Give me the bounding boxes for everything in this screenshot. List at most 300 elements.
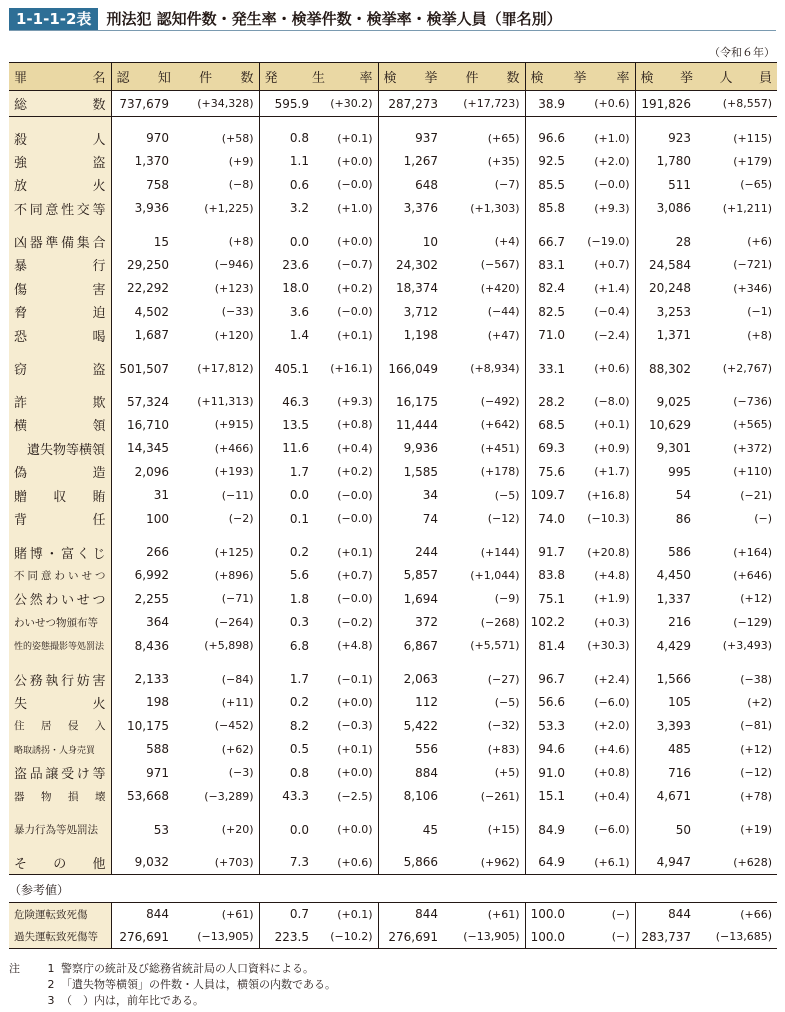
crime-name: 不 同 意 わ い せ つ (14, 569, 106, 582)
footnote (9, 977, 336, 993)
footnote-number: 3 (47, 994, 55, 1007)
change-cell: (+0.4) (337, 441, 373, 455)
reference-label: （参考値） (9, 883, 70, 897)
change-cell: (+4.8) (337, 639, 373, 653)
change-cell: (−268) (480, 615, 520, 629)
change-cell: (+193) (214, 465, 254, 479)
change-cell: (−84) (221, 672, 254, 686)
table-row (9, 808, 777, 841)
table-row (9, 347, 777, 380)
change-cell: (−0.0) (337, 488, 373, 502)
value-cell: 50 (635, 808, 695, 841)
crime-name: 凶 器 準 備 集 合 (14, 236, 106, 251)
change-cell: (−2) (228, 512, 254, 526)
table-title: 刑法犯 認知件数・発生率・検挙件数・検挙率・検挙人員（罪名別） (106, 10, 562, 28)
crime-name-cell (9, 841, 111, 874)
change-cell: (−65) (740, 178, 773, 192)
value-cell: 0.2 (259, 691, 313, 715)
change-cell: (−44) (487, 305, 520, 319)
change-cell: (+0.2) (337, 281, 373, 295)
change-cell: (+0.4) (594, 789, 630, 803)
crime-name: 過失運転致死傷等 (14, 931, 98, 944)
change-cell: (+0.1) (337, 328, 373, 342)
change-cell: (+0.1) (313, 903, 378, 926)
change-cell: (−38) (740, 672, 773, 686)
change-cell: (+115) (733, 131, 773, 145)
change-cell: (−13,905) (173, 926, 259, 949)
table-row (9, 785, 777, 809)
value-cell: 31 (111, 484, 173, 508)
change-cell: (−0.0) (337, 512, 373, 526)
crime-name: わいせつ物頒布等 (14, 616, 98, 629)
change-cell: (+19) (740, 823, 773, 836)
change-cell: (+1.0) (337, 201, 373, 215)
value-cell: 83.8 (525, 564, 569, 588)
footnote-text: 警察庁の統計及び総務省統計局の人口資料による。 (61, 962, 314, 975)
change-cell: (−6.0) (594, 823, 630, 836)
crime-name-cell (9, 714, 111, 738)
value-cell: 6,867 (378, 634, 442, 658)
value-cell: 923 (635, 117, 695, 150)
crime-name: 不 同 意 性 交 等 (14, 202, 106, 218)
column-header (259, 63, 378, 91)
column-header-char: 率 (359, 71, 373, 86)
change-cell: (+0.0) (337, 235, 373, 248)
value-cell: 0.0 (259, 808, 313, 841)
crime-name-cell (9, 507, 111, 531)
footnote-text: 「遺失物等横領」の件数・人員は，横領の内数である。 (61, 978, 336, 991)
value-cell: 16,710 (111, 413, 173, 437)
crime-name-cell (9, 277, 111, 301)
value-cell: 1,566 (635, 658, 695, 691)
table-row (9, 173, 777, 197)
change-cell: (−12) (740, 766, 773, 780)
value-cell: 9,025 (635, 380, 695, 413)
value-cell: 75.1 (525, 587, 569, 611)
value-cell: 6,992 (111, 564, 173, 588)
value-cell: 364 (111, 611, 173, 635)
change-cell: (+565) (733, 418, 773, 432)
value-cell: 64.9 (525, 841, 569, 874)
value-cell: 0.7 (259, 903, 313, 926)
value-cell: 1,267 (378, 150, 442, 174)
value-cell: 1.4 (259, 324, 313, 348)
value-cell: 198 (111, 691, 173, 715)
crime-name-cell (9, 903, 111, 926)
crime-name: 背 任 (14, 513, 106, 529)
change-cell: (+915) (214, 418, 254, 432)
value-cell: 1,585 (378, 460, 442, 484)
change-cell: (+20) (221, 823, 254, 836)
table-row (9, 507, 777, 531)
column-header-char: 件 (465, 71, 479, 86)
value-cell: 501,507 (111, 347, 173, 380)
value-cell: 3.6 (259, 300, 313, 324)
value-cell: 588 (111, 738, 173, 762)
change-cell: (−0.0) (594, 178, 630, 192)
table-row (9, 738, 777, 762)
column-header-char: 員 (758, 71, 772, 86)
change-cell: (+962) (442, 841, 525, 874)
value-cell: 3.2 (259, 197, 313, 221)
value-cell: 112 (378, 691, 442, 715)
change-cell: (+178) (480, 465, 520, 479)
value-cell: 83.1 (525, 253, 569, 277)
column-header-char: 知 (157, 71, 171, 86)
change-cell: (−) (754, 512, 773, 526)
value-cell: 2,063 (378, 658, 442, 691)
change-cell: (−13,685) (695, 926, 777, 949)
value-cell: 844 (378, 903, 442, 926)
change-cell: (+0.1) (337, 131, 373, 145)
change-cell: (+11,313) (197, 395, 254, 408)
change-cell: (−0.0) (337, 305, 373, 319)
column-header (9, 63, 111, 91)
value-cell: 1.7 (259, 460, 313, 484)
crime-name: 住 居 侵 入 (14, 720, 106, 733)
value-cell: 29,250 (111, 253, 173, 277)
crime-name-cell (9, 324, 111, 348)
change-cell: (−2.5) (337, 789, 373, 803)
change-cell: (−0.0) (337, 178, 373, 192)
reference-body (9, 903, 777, 949)
value-cell: 28.2 (525, 380, 569, 413)
change-cell: (−12) (487, 512, 520, 526)
change-cell: (+15) (487, 823, 520, 836)
change-cell: (+6.1) (569, 841, 635, 874)
footnote-text: （ ）内は，前年比である。 (61, 994, 204, 1007)
value-cell: 10,175 (111, 714, 173, 738)
change-cell: (−736) (733, 395, 773, 408)
crime-name-cell (9, 738, 111, 762)
value-cell: 216 (635, 611, 695, 635)
change-cell: (+1.0) (594, 131, 630, 145)
value-cell: 53,668 (111, 785, 173, 809)
value-cell: 8,436 (111, 634, 173, 658)
change-cell: (+896) (214, 568, 254, 582)
value-cell: 28 (635, 220, 695, 253)
change-cell: (+0.6) (594, 362, 630, 375)
crime-name-cell (9, 173, 111, 197)
change-cell: (+466) (214, 441, 254, 455)
value-cell: 0.3 (259, 611, 313, 635)
change-cell: (+17,723) (442, 91, 525, 117)
value-cell: 66.7 (525, 220, 569, 253)
value-cell: 20,248 (635, 277, 695, 301)
change-cell: (+4) (494, 235, 520, 248)
table-row (9, 634, 777, 658)
value-cell: 191,826 (635, 91, 695, 117)
change-cell: (+12) (740, 592, 773, 606)
value-cell: 5.6 (259, 564, 313, 588)
value-cell: 10 (378, 220, 442, 253)
change-cell: (−129) (733, 615, 773, 629)
value-cell: 758 (111, 173, 173, 197)
value-cell: 3,393 (635, 714, 695, 738)
change-cell: (−0.7) (337, 258, 373, 272)
change-cell: (+642) (480, 418, 520, 432)
value-cell: 7.3 (259, 841, 313, 874)
change-cell: (−7) (494, 178, 520, 192)
change-cell: (−0.1) (337, 672, 373, 686)
change-cell: (+17,812) (197, 362, 254, 375)
change-cell: (−8) (228, 178, 254, 192)
change-cell: (+8,934) (470, 362, 520, 375)
change-cell: (−264) (214, 615, 254, 629)
change-cell: (−8.0) (594, 395, 630, 408)
change-cell: (−0.3) (337, 719, 373, 733)
change-cell: (−6.0) (594, 695, 630, 709)
value-cell: 9,301 (635, 437, 695, 461)
change-cell: (+5,898) (204, 639, 254, 653)
change-cell: (+1.9) (594, 592, 630, 606)
change-cell: (+1,044) (470, 568, 520, 582)
value-cell: 68.5 (525, 413, 569, 437)
value-cell: 3,376 (378, 197, 442, 221)
value-cell: 1,371 (635, 324, 695, 348)
change-cell: (−13,905) (442, 926, 525, 949)
column-header-char: 率 (616, 71, 630, 86)
table-row (9, 380, 777, 413)
value-cell: 16,175 (378, 380, 442, 413)
crime-name: 脅 迫 (14, 306, 106, 322)
change-cell: (+4.8) (594, 568, 630, 582)
crime-name: 公 然 わ い せ つ (14, 593, 106, 609)
value-cell: 648 (378, 173, 442, 197)
value-cell: 1,694 (378, 587, 442, 611)
change-cell: (+2,767) (722, 362, 773, 375)
crime-name-cell (9, 808, 111, 841)
value-cell: 46.3 (259, 380, 313, 413)
crime-name-cell (9, 611, 111, 635)
change-cell: (+1,211) (722, 201, 773, 215)
change-cell: (+58) (221, 131, 254, 145)
value-cell: 38.9 (525, 91, 569, 117)
change-cell: (−492) (480, 395, 520, 408)
column-header-char: 検 (530, 71, 544, 86)
table-row (9, 253, 777, 277)
value-cell: 15.1 (525, 785, 569, 809)
crime-name-cell (9, 785, 111, 809)
crime-name: 詐 欺 (14, 396, 106, 411)
change-cell: (+120) (214, 328, 254, 342)
crime-name: 贈 収 賄 (14, 489, 106, 505)
change-cell: (−27) (487, 672, 520, 686)
value-cell: 1,780 (635, 150, 695, 174)
value-cell: 11.6 (259, 437, 313, 461)
value-cell: 84.9 (525, 808, 569, 841)
change-cell: (+34,328) (173, 91, 259, 117)
value-cell: 0.8 (259, 761, 313, 785)
footnote (9, 961, 336, 977)
column-header-row (9, 63, 777, 91)
table-row (9, 150, 777, 174)
value-cell: 266 (111, 531, 173, 564)
table-row (9, 691, 777, 715)
value-cell: 276,691 (378, 926, 442, 949)
value-cell: 69.3 (525, 437, 569, 461)
value-cell: 0.6 (259, 173, 313, 197)
change-cell: (+35) (487, 154, 520, 168)
value-cell: 2,133 (111, 658, 173, 691)
crime-name: 殺 人 (14, 132, 106, 148)
value-cell: 276,691 (111, 926, 173, 949)
table-row (9, 587, 777, 611)
column-header-char: 件 (199, 71, 213, 86)
footnote-number: 2 (47, 978, 55, 991)
column-header-char: 発 (264, 71, 278, 86)
change-cell: (−32) (487, 719, 520, 733)
change-cell: (+2.0) (594, 719, 630, 733)
column-header-char: 挙 (424, 71, 438, 86)
crime-statistics-table (9, 62, 777, 875)
value-cell: 102.2 (525, 611, 569, 635)
value-cell: 11,444 (378, 413, 442, 437)
crime-name-cell (9, 253, 111, 277)
crime-name-cell (9, 634, 111, 658)
crime-name: 器 物 損 壊 (14, 790, 106, 803)
change-cell: (+65) (487, 131, 520, 145)
value-cell: 4,671 (635, 785, 695, 809)
change-cell: (+0.8) (594, 766, 630, 780)
value-cell: 96.7 (525, 658, 569, 691)
change-cell: (−10.3) (587, 512, 630, 526)
value-cell: 2,096 (111, 460, 173, 484)
value-cell: 995 (635, 460, 695, 484)
crime-name-cell (9, 220, 111, 253)
table-row (9, 611, 777, 635)
value-cell: 6.8 (259, 634, 313, 658)
change-cell: (−) (569, 926, 635, 949)
change-cell: (−721) (733, 258, 773, 272)
change-cell: (+451) (480, 441, 520, 455)
change-cell: (+646) (733, 568, 773, 582)
table-row (9, 91, 777, 117)
change-cell: (+1,225) (204, 201, 254, 215)
change-cell: (+0.7) (337, 568, 373, 582)
value-cell: 109.7 (525, 484, 569, 508)
change-cell: (−567) (480, 258, 520, 272)
value-cell: 3,936 (111, 197, 173, 221)
column-header-char: 挙 (680, 71, 694, 86)
change-cell: (−11) (221, 488, 254, 502)
crime-name-cell (9, 380, 111, 413)
change-cell: (−71) (221, 592, 254, 606)
value-cell: 0.1 (259, 507, 313, 531)
change-cell: (+16.1) (330, 362, 373, 375)
change-cell: (+1.7) (594, 465, 630, 479)
value-cell: 166,049 (378, 347, 442, 380)
column-header-char: 挙 (573, 71, 587, 86)
table-row (9, 413, 777, 437)
value-cell: 1.7 (259, 658, 313, 691)
column-header-char: 名 (92, 71, 106, 86)
change-cell: (+0.0) (337, 766, 373, 780)
change-cell: (+12) (740, 742, 773, 756)
value-cell: 10,629 (635, 413, 695, 437)
crime-name-cell (9, 413, 111, 437)
value-cell: 74.0 (525, 507, 569, 531)
value-cell: 9,032 (111, 841, 173, 874)
change-cell: (+125) (214, 545, 254, 559)
change-cell: (+0.3) (594, 615, 630, 629)
value-cell: 511 (635, 173, 695, 197)
value-cell: 56.6 (525, 691, 569, 715)
value-cell: 4,502 (111, 300, 173, 324)
table-number-badge: 1-1-1-2表 (9, 8, 98, 30)
crime-name-cell (9, 460, 111, 484)
change-cell: (+66) (695, 903, 777, 926)
crime-name-cell (9, 691, 111, 715)
change-cell: (+30.2) (313, 91, 378, 117)
change-cell: (−9) (494, 592, 520, 606)
change-cell: (+0.6) (313, 841, 378, 874)
table-row (9, 564, 777, 588)
change-cell: (+164) (733, 545, 773, 559)
change-cell: (+0.2) (337, 465, 373, 479)
value-cell: 1,198 (378, 324, 442, 348)
change-cell: (−5) (494, 695, 520, 709)
value-cell: 1,337 (635, 587, 695, 611)
change-cell: (−19.0) (587, 235, 630, 248)
value-cell: 3,086 (635, 197, 695, 221)
value-cell: 5,866 (378, 841, 442, 874)
footnotes (9, 961, 336, 1009)
table-row (9, 658, 777, 691)
change-cell: (+628) (695, 841, 777, 874)
value-cell: 8,106 (378, 785, 442, 809)
table-row (9, 197, 777, 221)
crime-name-cell (9, 150, 111, 174)
column-header (635, 63, 777, 91)
change-cell: (+0.1) (337, 742, 373, 756)
value-cell: 74 (378, 507, 442, 531)
value-cell: 737,679 (111, 91, 173, 117)
column-header-char: 数 (506, 71, 520, 86)
change-cell: (−452) (214, 719, 254, 733)
value-cell: 937 (378, 117, 442, 150)
value-cell: 43.3 (259, 785, 313, 809)
value-cell: 91.0 (525, 761, 569, 785)
change-cell: (+1.4) (594, 281, 630, 295)
crime-name-cell (9, 197, 111, 221)
change-cell: (+0.0) (337, 823, 373, 836)
crime-name: 総 数 (14, 98, 106, 113)
crime-name: 偽 造 (14, 466, 106, 482)
table-row (9, 324, 777, 348)
column-header-char: 数 (240, 71, 254, 86)
table-row (9, 277, 777, 301)
crime-name: 遺失物等横領 (27, 442, 106, 458)
value-cell: 105 (635, 691, 695, 715)
change-cell: (+5) (494, 766, 520, 780)
change-cell: (+372) (733, 441, 773, 455)
value-cell: 53.3 (525, 714, 569, 738)
change-cell: (+61) (173, 903, 259, 926)
value-cell: 96.6 (525, 117, 569, 150)
change-cell: (+703) (173, 841, 259, 874)
footnote-number: 1 (47, 962, 55, 975)
value-cell: 0.8 (259, 117, 313, 150)
table-row (9, 117, 777, 150)
change-cell: (+2.4) (594, 672, 630, 686)
change-cell: (−10.2) (313, 926, 378, 949)
column-header-char: 認 (116, 71, 130, 86)
crime-name: 恐 喝 (14, 329, 106, 345)
change-cell: (+9) (228, 154, 254, 168)
change-cell: (+0.6) (569, 91, 635, 117)
change-cell: (−3) (228, 766, 254, 780)
